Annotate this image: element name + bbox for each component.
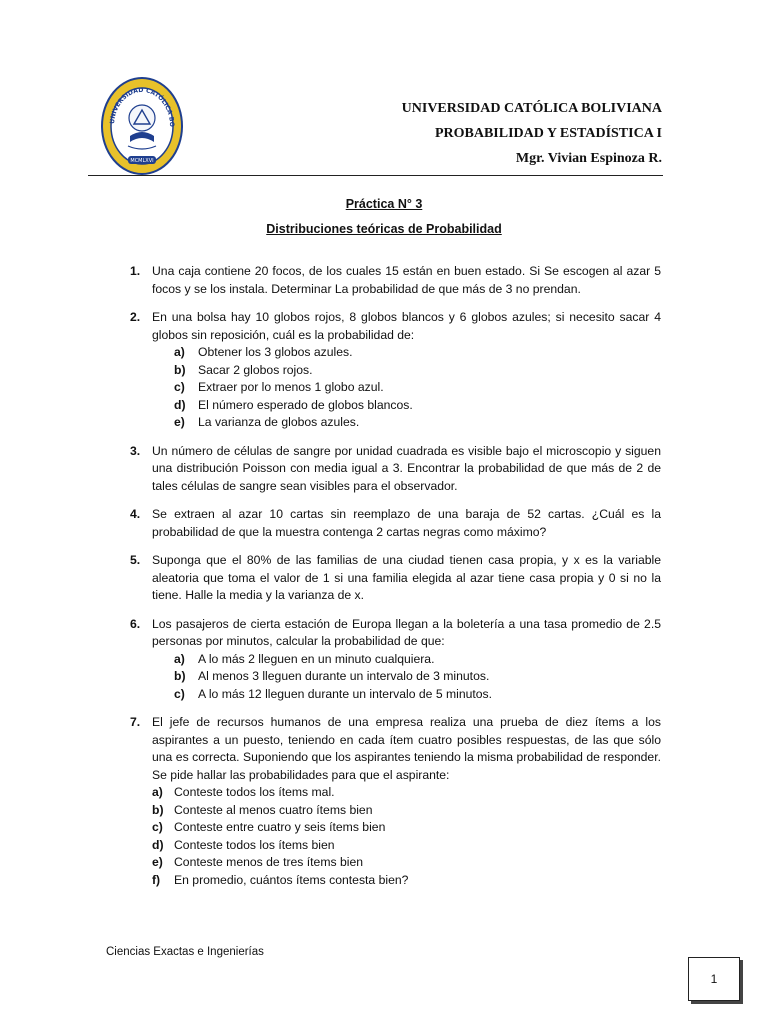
- subquestion-letter: a): [174, 345, 185, 359]
- question-number: 5.: [130, 553, 141, 567]
- subquestion-text: Conteste entre cuatro y seis ítems bien: [174, 820, 386, 834]
- subquestion: [152, 837, 661, 855]
- subquestion: [152, 802, 661, 820]
- question-text: En una bolsa hay 10 globos rojos, 8 globos blancos y 6 globos azules; si necesito sacar 4 globos sin reposición, cuál es la probabilidad de:: [152, 310, 661, 342]
- subquestion: [174, 651, 661, 669]
- subquestion-letter: f): [152, 872, 161, 887]
- subquestion-letter: c): [174, 686, 185, 701]
- subquestion: [152, 819, 661, 837]
- question-text: Los pasajeros de cierta estación de Europa llegan a la boletería a una tasa promedio de 2.5 personas por minutos, calcular la probabilidad de que:: [152, 616, 661, 648]
- subquestion: [174, 686, 661, 704]
- subquestion-list: [152, 651, 661, 704]
- subquestion-letter: d): [152, 837, 164, 852]
- subquestion-letter: b): [174, 362, 186, 377]
- page-footer: Ciencias Exactas e Ingenierías: [106, 946, 264, 958]
- question-text: Una caja contiene 20 focos, de los cuales 15 están en buen estado. Si Se escogen al azar 5 focos y se los instala. Determinar La probabilidad de que más de 3 no prendan.: [152, 264, 661, 296]
- subquestion: [152, 872, 661, 890]
- subquestion: [174, 379, 661, 397]
- university-seal-logo: [100, 76, 184, 176]
- question-5: [130, 552, 661, 605]
- question-2: [130, 309, 661, 432]
- page-number: 1: [710, 972, 718, 986]
- university-name: UNIVERSIDAD CATÓLICA BOLIVIANA: [401, 101, 662, 116]
- subquestion-letter: c): [152, 820, 163, 834]
- question-text: El jefe de recursos humanos de una empresa realiza una prueba de diez ítems a los aspirantes a un puesto, teniendo en cada ítem cuatro posibles respuestas, de las que sólo una es correcta. Suponiendo que los aspirantes teniendo la misma probabilidad de responder. Se pide hallar las probabilidades para que el aspirante:: [152, 715, 661, 782]
- practice-subtitle: Distribuciones teóricas de Probabilidad: [266, 222, 502, 236]
- course-name: PROBABILIDAD Y ESTADÍSTICA I: [434, 126, 662, 141]
- subquestion-letter: c): [174, 380, 185, 394]
- question-text: Suponga que el 80% de las familias de una ciudad tienen casa propia, y x es la variable aleatoria que toma el valor de 1 si una familia elegida al azar tiene casa propia y 0 si no la tiene. Halle la media y la varianza de x.: [152, 553, 661, 602]
- question-number: 6.: [130, 616, 141, 631]
- question-6: [130, 616, 661, 704]
- subquestion-text: Conteste todos los ítems mal.: [174, 785, 335, 799]
- subquestion: [174, 414, 661, 432]
- practice-title: Práctica N° 3: [345, 197, 423, 211]
- subquestion-text: A lo más 12 lleguen durante un intervalo de 5 minutos.: [198, 686, 493, 701]
- svg-text:UNIVERSIDAD CATÓLICA BOLIVIANA: UNIVERSIDAD CATÓLICA BO: [108, 86, 176, 128]
- subquestion-text: El número esperado de globos blancos.: [198, 397, 413, 412]
- subquestion: [152, 784, 661, 802]
- question-4: [130, 506, 661, 541]
- subquestion-list: [152, 344, 661, 432]
- header-divider: [88, 175, 663, 176]
- question-number: 7.: [130, 715, 141, 729]
- subquestion: [174, 668, 661, 686]
- subquestion-list: [130, 784, 661, 889]
- subquestion-letter: a): [174, 651, 185, 666]
- subquestion-text: Obtener los 3 globos azules.: [198, 345, 353, 359]
- question-3: [130, 443, 661, 496]
- question-number: 1.: [130, 264, 141, 278]
- subquestion-text: A lo más 2 lleguen en un minuto cualquiera.: [198, 651, 435, 666]
- question-list: [130, 263, 661, 900]
- subquestion-text: Conteste todos los ítems bien: [174, 837, 335, 852]
- subquestion-letter: a): [152, 785, 163, 799]
- question-1: [130, 263, 661, 298]
- question-number: 3.: [130, 443, 141, 458]
- subquestion-letter: e): [174, 415, 185, 429]
- subquestion-text: La varianza de globos azules.: [198, 415, 360, 429]
- subquestion-text: Extraer por lo menos 1 globo azul.: [198, 380, 384, 394]
- question-text: Un número de células de sangre por unidad cuadrada es visible bajo el microscopio y siguen una distribución Poisson con media igual a 3. Encontrar la probabilidad de que más de 2 de tales células de sangre sean visibles para el observador.: [152, 443, 661, 493]
- subquestion-letter: e): [152, 855, 163, 869]
- subquestion-letter: b): [174, 669, 186, 683]
- subquestion: [174, 344, 661, 362]
- question-7: [130, 714, 661, 889]
- page-number-box: [688, 957, 740, 1001]
- subquestion: [152, 854, 661, 872]
- seal-year: MCMLXVI: [130, 158, 154, 164]
- subquestion-text: Al menos 3 lleguen durante un intervalo de 3 minutos.: [198, 669, 490, 683]
- subquestion: [174, 362, 661, 380]
- subquestion-text: Conteste al menos cuatro ítems bien: [174, 802, 373, 817]
- subquestion: [174, 397, 661, 415]
- question-number: 4.: [130, 507, 141, 521]
- subquestion-text: Conteste menos de tres ítems bien: [174, 855, 364, 869]
- subquestion-text: Sacar 2 globos rojos.: [198, 362, 313, 377]
- subquestion-text: En promedio, cuántos ítems contesta bien?: [174, 872, 409, 887]
- subquestion-letter: d): [174, 397, 186, 412]
- subquestion-letter: b): [152, 802, 164, 817]
- document-header: [402, 96, 662, 171]
- question-text: Se extraen al azar 10 cartas sin reemplazo de una baraja de 52 cartas. ¿Cuál es la probabilidad de que la muestra contenga 2 cartas negras como máximo?: [152, 507, 661, 539]
- instructor-name: Mgr. Vivian Espinoza R.: [515, 151, 662, 166]
- question-number: 2.: [130, 310, 141, 324]
